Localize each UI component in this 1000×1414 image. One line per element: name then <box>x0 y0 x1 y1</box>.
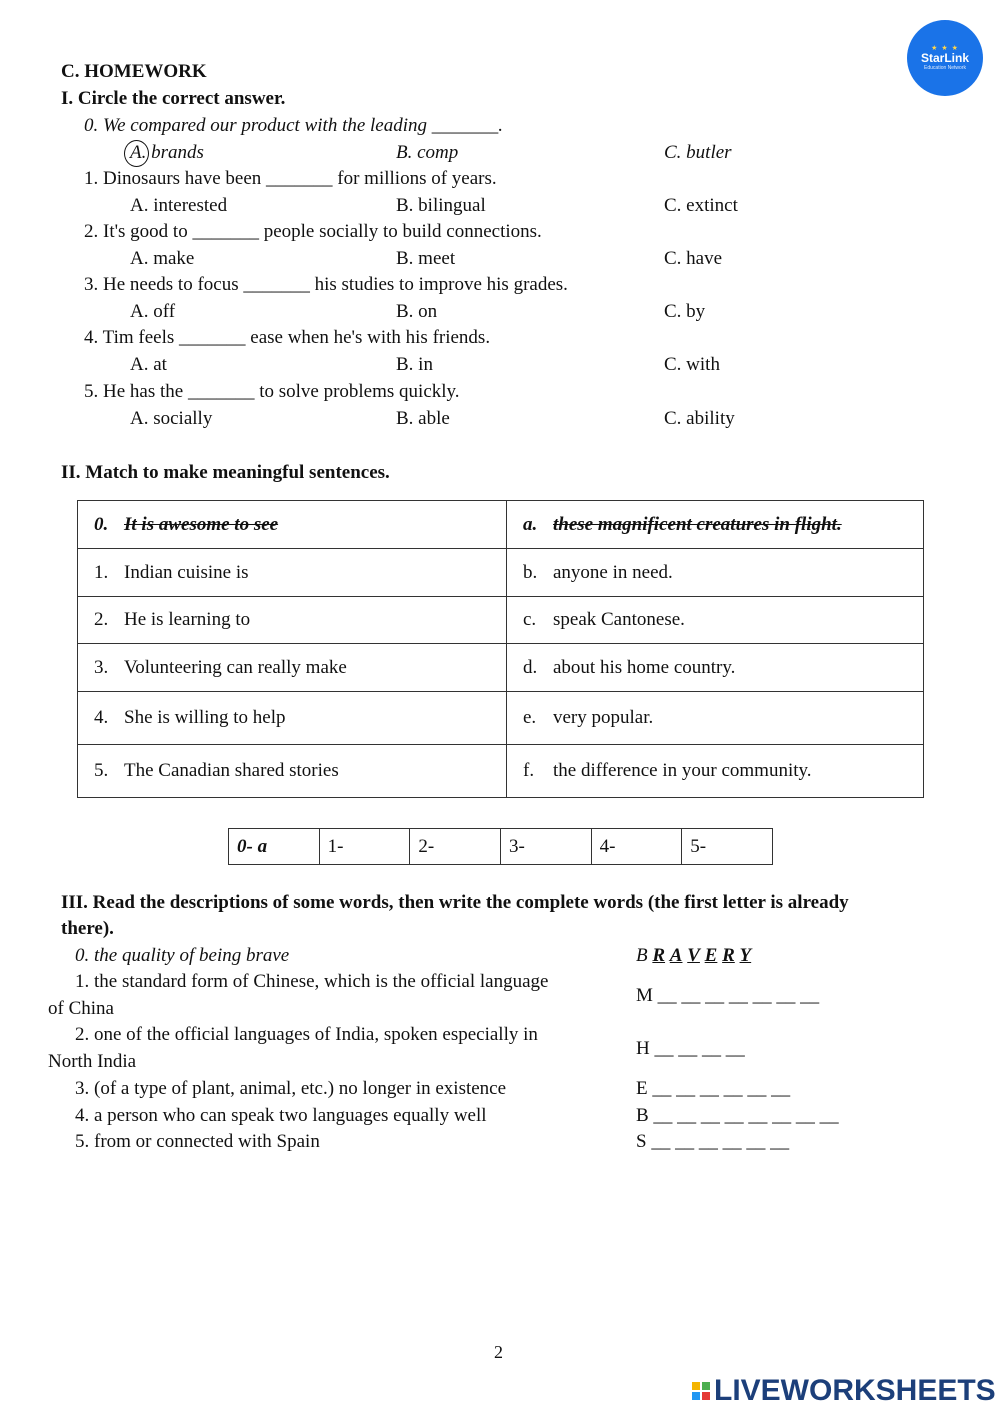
match-right-letter: c. <box>523 609 537 630</box>
match-left-4 <box>78 692 507 745</box>
part3-title-line2: there). <box>61 918 114 939</box>
match-row <box>78 597 924 644</box>
answer-cell-1[interactable]: 1- <box>319 829 410 865</box>
word-answer-1[interactable]: M __ __ __ __ __ __ __ <box>636 985 820 1006</box>
match-right-letter: a. <box>523 513 538 535</box>
match-left-number: 0. <box>94 513 109 535</box>
word-answer-3[interactable]: E __ __ __ __ __ __ <box>636 1078 791 1099</box>
q1-option-b[interactable]: B. bilingual <box>396 195 486 216</box>
q4-option-b[interactable]: B. in <box>396 354 433 375</box>
word-letter: Y <box>739 945 752 966</box>
word-answer-2[interactable]: H __ __ __ __ <box>636 1038 745 1059</box>
mark-square <box>692 1382 700 1390</box>
part2-title: II. Match to make meaningful sentences. <box>61 462 390 483</box>
match-right-letter: e. <box>523 707 537 728</box>
question-5: 5. He has the _______ to solve problems quickly. <box>84 381 460 402</box>
word-desc-1-line1: 1. the standard form of Chinese, which is the official language <box>75 971 549 992</box>
match-right-text: about his home country. <box>553 656 736 678</box>
match-right-c <box>507 597 924 644</box>
match-row <box>78 549 924 597</box>
liveworksheets-logo <box>692 1374 996 1408</box>
q2-option-b[interactable]: B. meet <box>396 248 456 269</box>
logo-name: StarLink <box>920 51 969 65</box>
word-letter: V <box>687 945 700 966</box>
match-right-letter: f. <box>523 760 535 781</box>
liveworksheets-wordmark: LIVEWORKSHEETS <box>714 1374 996 1407</box>
word-desc-2-line1: 2. one of the official languages of India, spoken especially in <box>75 1024 538 1045</box>
part3-title-line1: III. Read the descriptions of some words, then write the complete words (the first letter is already <box>61 892 849 913</box>
match-table <box>77 500 924 798</box>
logo-stars: ★ ★ ★ <box>931 45 959 52</box>
word-desc-5: 5. from or connected with Spain <box>75 1131 320 1152</box>
starlink-logo <box>907 20 983 96</box>
match-right-a <box>507 501 924 549</box>
match-row <box>78 692 924 745</box>
mark-square <box>692 1392 700 1400</box>
question-1: 1. Dinosaurs have been _______ for millions of years. <box>84 168 497 189</box>
word-desc-2-line2: North India <box>48 1051 137 1072</box>
match-right-e <box>507 692 924 745</box>
word-desc-4: 4. a person who can speak two languages equally well <box>75 1105 487 1126</box>
mark-square <box>702 1382 710 1390</box>
answer-table <box>228 828 773 865</box>
match-right-f <box>507 745 924 798</box>
q0-option-c[interactable]: C. butler <box>664 142 732 163</box>
word-letter: E <box>704 945 718 966</box>
match-left-number: 3. <box>94 656 109 678</box>
q4-option-c[interactable]: C. with <box>664 354 720 375</box>
q5-option-a[interactable]: A. socially <box>130 408 213 429</box>
question-3: 3. He needs to focus _______ his studies to improve his grades. <box>84 274 568 295</box>
q3-option-a[interactable]: A. off <box>130 301 176 322</box>
answer-cell-2[interactable]: 2- <box>410 829 501 865</box>
answer-cell-0: 0- a <box>229 829 320 865</box>
q3-option-c[interactable]: C. by <box>664 301 706 322</box>
answer-cell-5[interactable]: 5- <box>682 829 773 865</box>
part1-title: I. Circle the correct answer. <box>61 88 286 109</box>
match-left-1 <box>78 549 507 597</box>
match-right-text: anyone in need. <box>553 561 673 583</box>
q5-option-b[interactable]: B. able <box>396 408 450 429</box>
match-row <box>78 644 924 692</box>
match-right-letter: d. <box>523 656 538 678</box>
q0-option-a[interactable]: A. brands <box>130 142 204 163</box>
word-desc-3: 3. (of a type of plant, animal, etc.) no longer in existence <box>75 1078 507 1099</box>
match-left-text: He is learning to <box>124 609 251 630</box>
word-answer-0 <box>636 945 751 967</box>
match-left-2 <box>78 597 507 644</box>
match-left-text: She is willing to help <box>124 707 286 728</box>
question-0: 0. We compared our product with the leading _______. <box>84 115 504 136</box>
match-left-number: 5. <box>94 760 109 781</box>
q2-option-a[interactable]: A. make <box>130 248 195 269</box>
match-right-text: speak Cantonese. <box>553 609 685 630</box>
match-left-text: The Canadian shared stories <box>124 760 339 781</box>
word-letter: R <box>652 945 666 966</box>
q1-option-a[interactable]: A. interested <box>130 195 228 216</box>
word-answer-4[interactable]: B __ __ __ __ __ __ __ __ <box>636 1105 839 1126</box>
word-desc-0: 0. the quality of being brave <box>75 945 290 966</box>
match-right-letter: b. <box>523 561 538 583</box>
match-left-number: 1. <box>94 561 109 583</box>
word-letter: A <box>669 945 683 966</box>
answer-cell-3[interactable]: 3- <box>500 829 591 865</box>
match-left-text: Indian cuisine is <box>124 561 249 583</box>
section-title: C. HOMEWORK <box>61 61 207 82</box>
match-left-3 <box>78 644 507 692</box>
q2-option-c[interactable]: C. have <box>664 248 723 269</box>
q1-option-c[interactable]: C. extinct <box>664 195 738 216</box>
word-letter: R <box>722 945 735 966</box>
q3-option-b[interactable]: B. on <box>396 301 438 322</box>
word-first-letter: B <box>636 945 648 966</box>
match-right-b <box>507 549 924 597</box>
match-left-text: It is awesome to see <box>124 513 279 535</box>
match-left-text: Volunteering can really make <box>124 656 347 678</box>
match-left-number: 4. <box>94 707 109 728</box>
answer-cell-4[interactable]: 4- <box>591 829 682 865</box>
match-right-text: these magnificent creatures in flight. <box>553 513 842 535</box>
match-right-d <box>507 644 924 692</box>
question-2: 2. It's good to _______ people socially to build connections. <box>84 221 542 242</box>
match-right-text: the difference in your community. <box>553 760 812 781</box>
word-answer-5[interactable]: S __ __ __ __ __ __ <box>636 1131 790 1152</box>
match-left-0 <box>78 501 507 549</box>
question-4: 4. Tim feels _______ ease when he's with his friends. <box>84 327 491 348</box>
word-desc-1-line2: of China <box>48 998 114 1019</box>
match-left-5 <box>78 745 507 798</box>
match-row <box>78 501 924 549</box>
match-row <box>78 745 924 798</box>
mark-square <box>702 1392 710 1400</box>
q4-option-a[interactable]: A. at <box>130 354 167 375</box>
match-left-number: 2. <box>94 609 109 630</box>
q5-option-c[interactable]: C. ability <box>664 408 735 429</box>
logo-subtitle: Education Network <box>924 65 966 71</box>
match-right-text: very popular. <box>553 707 654 728</box>
q0-option-b[interactable]: B. comp <box>396 142 459 163</box>
liveworksheets-mark-icon <box>692 1382 710 1400</box>
page-number: 2 <box>494 1342 503 1362</box>
